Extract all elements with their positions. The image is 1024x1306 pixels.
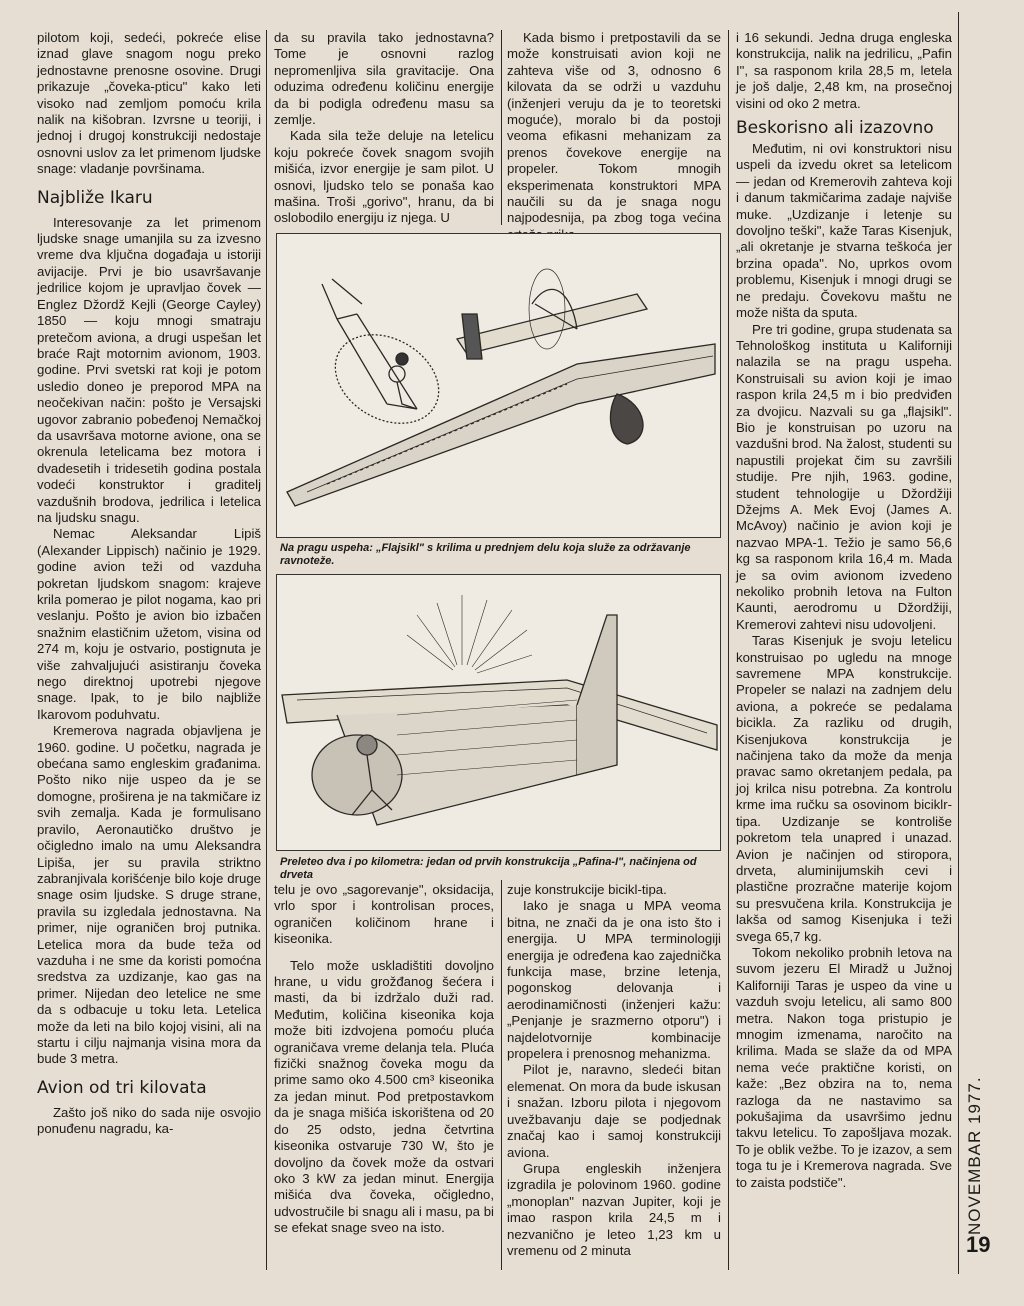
- col1-paragraph: Interesovanje za let primenom ljudske snage umanjila su za izvesno vreme dva ključna događaja u istoriji avijacije. Prvi je bio usavršavanje jedrilice kojom je upravljao čovek — Englez Džordž Kejli (George Cayley) 1850 — koju mnogi smatraju pretečom aviona, a drugi uspešan let braće Rajt motornim avionom, 1903. godine. Prvi svetski rat koji je potom usledio doneo je preporod MPA na neočekivan način: pošto je Versajski ugovor zabranio pobeđenoj Nemačkoj da usavršava motorne avione, ona se okrenula letelicama bez motora i dvadesetih i tridesetih godina postala vodeći konstruktor i graditelj vazdušnih brodova, jedrilica i letelica na ljudsku snagu.: [37, 214, 261, 525]
- col2-paragraph: Telo može uskladištiti dovoljno hrane, u vidu grožđanog šećera i masti, da bi izdržalo duži rad. Međutim, količina kiseonika koja može biti izdvojena pomoću pluća ograničava vreme delanja tela. Pluća fizički snažnog čoveka mogu da prime samo oko 4.500 cm³ kiseonika za jedan minut. Pod pretpostavkom da je snaga mišića iskorištena od 20 do 25 odsto, jedna četvrtina kiseonika ostvaruje 730 W, što je dovoljno da čovek može da ostvari oko 3 kW za jedan minut. Energija mišića dva čoveka, očigledno, udvostručile bi snagu ali i masu, pa bi se efekat snage sveo na isto.: [274, 957, 494, 1236]
- figure-pafin: [276, 574, 721, 851]
- col1-paragraph: Kremerova nagrada objavljena je 1960. godine. U početku, nagrada je obećana samo engleskim građanima. Pošto niko nije uspeo da je se domogne, proširena je na takmičare iz svih zemalja. Kada je formulisano pravilo, Aeronautičko društvo je očigledno imalo na umu Aleksandra Lipiša, jer su pravila striktno zabranjivala korišćenje bilo koje druge snage osim ljudske. S druge strane, pravila su izgledala jednostavna. Na primer, nije ograničen broj putnika. Letelica mora da bude teža od vazduha i ne sme da koristi pomoćna sredstva za uzdizanje, kao gas na primer. Nijedan deo letelice ne sme da s odbacuje u toku leta. Letelica može da leti na bilo kojoj visini, ali na startu i cilju najmanja visina mora da bude 3 metra.: [37, 723, 261, 1067]
- col1-paragraph: pilotom koji, sedeći, pokreće elise iznad glave snagom nogu preko jednostavne prenosne osovine. Drugi prikazuje „čoveka-pticu" kako leti visoko nad zemljom pomoću krila nalik na kišobran. Izvrsne u teoriji, i jednoj i drugoj konstrukciji nedostaje osnovni uslov za let primenom ljudske snage: vladanje površinama.: [37, 30, 261, 177]
- column-rule: [266, 30, 267, 1270]
- col2-paragraph: da su pravila tako jednostavna? Tome je osnovni razlog nepromenljiva sila gravitacije. Ona oduzima određenu količinu energije da bi podigla određenu masu sa zemlje.: [274, 30, 494, 128]
- column-3-top: [507, 30, 721, 243]
- flajsikl-illustration: [277, 234, 720, 537]
- figure-caption: Na pragu uspeha: „Flajsikl" s krilima u prednjem delu koja služe za održavanje ravnoteže.: [280, 542, 691, 567]
- column-1: [37, 30, 261, 1138]
- col4-paragraph: Međutim, ni ovi konstruktori nisu uspeli da izvedu okret sa letelicom — jedan od Kremerovih zahteva koji i danum takmičarima zadaje najviše muke. „Uzdizanje i letenje su dovoljno teški", kaže Taras Kisenjuk, „ali okretanje je stvarna teškoća jer brzina opada". No, uprkos ovom problemu, Kisenjuk i mnogi drugi se ne predaju. Čovekovu maštu ne može ništa da sputa.: [736, 141, 952, 321]
- section-heading: Beskorisno ali izazovno: [736, 118, 934, 139]
- figure-flajsikl: [276, 233, 721, 538]
- col3-paragraph: Grupa engleskih inženjera izgradila je polovinom 1960. godine „monoplan" nazvan Jupiter, koji je imao raspon krila 24,5 m i nezvanično je leteo 1,23 km u vremenu od 2 minuta: [507, 1160, 721, 1258]
- col4-paragraph: i 16 sekundi. Jedna druga engleska konstrukcija, nalik na jedrilicu, „Pafin I", sa rasponom krila 28,5 m, letela je još dalje, 2,48 km, na prosečnoj visini od oko 2 metra.: [736, 30, 952, 111]
- col3-paragraph: Kada bismo i pretpostavili da se može konstruisati avion koji ne zahteva više od 3, odnosno 6 kilovata da se održi u vazduhu (inženjeri veruju da je to teoretski moguće), moralo bi da postoji veoma efikasni mehanizam za prenos čovekove energije na propeler. Tokom mnogih eksperimenata konstruktori MPA naučili su da je snaga nogu najpodesnija, pa zbog toga većina: [507, 30, 721, 226]
- col3-paragraph: Pilot je, naravno, sledeći bitan elemenat. On mora da bude iskusan i snažan. Izboru pilota i njegovom uvežbavanju daje se podjednak značaj kao i samoj konstrukciji aviona.: [507, 1062, 721, 1160]
- column-4: [736, 30, 952, 1191]
- col3-paragraph: zuje konstrukcije bicikl-tipa.: [507, 882, 667, 897]
- column-3-bottom: [507, 882, 721, 1259]
- col1-paragraph: Zašto još niko do sada nije osvojio ponuđenu nagradu, ka-: [37, 1104, 261, 1137]
- issue-date: NOVEMBAR 1977.: [965, 1076, 984, 1235]
- col4-paragraph: Tokom nekoliko probnih letova na suvom jezeru El Miradž u Južnoj Kaliforniji Taras je uspeo da vine u vazduh svoju letelicu, ali samo 800 metra. Nakon toga pristupio je mnogim izmenama, naročito na krilima. Mada se slaže da od MPA nema veće praktične koristi, on kaže: „Bez obzira na to, nema razloga da ne nastavimo sa pokušajima da usavršimo jednu takvu letelicu. To zapošljava mozak. To je oblik vežbe. To je izazov, a sem toga tu je i Kremerova nagrada. Sve to zaista podstiče".: [736, 944, 952, 1190]
- pafin-illustration: [277, 575, 720, 850]
- column-rule: [501, 30, 502, 225]
- col4-paragraph: Taras Kisenjuk je svoju letelicu konstruisao po ugledu na mnoge savremene MPA konstrukcije. Propeler se nalazi na zadnjem delu aviona, a pokreće se pedalama bicikla. Za razliku od drugih, Kisenjukova konstrukcija je načinjena tako da može da menja pravac samo okretanjem pedala, pa joj krilca nisu potrebna. Za kontrolu krme ima ručku sa osovinom biciklr-tipa. Uzdizanje se kontroliše pokretom tela unapred i unazad. Avion je načinjen od stiropora, drveta, aluminijumskih cevi i plastične prozračne materije kojom su presvučena krila. Konstrukcija je lakša od samog Kisenjuka i teži svega 65,7 kg.: [736, 633, 952, 944]
- col4-paragraph: Pre tri godine, grupa studenata sa Tehnološkog instituta u Kaliforniji nalazila se na pragu uspeha. Konstruisali su avion koji je imao raspon krila 24,5 m i bio predviđen za dvojicu. Nazvali su ga „flajsikl". Bio je konstruisan po uzoru na vazdušni brod. Na žalost, studenti su napustili projekat čim su završili studije. Pre njih, 1963. godine, student tehnologije u Džordžiji Džejms A. Mek Evoj (James A. McAvoy) načinio je avion koji je nazvao MPA-1. Težio je samo 56,6 kg sa rasponom krila 16,4 m. Mada je sa ovim avionom izvedeno nekoliko probnih letova na Fulton Kaunti, aerodromu u Džordžiji, Kremerovi zahtevi nisu udovoljeni.: [736, 321, 952, 632]
- section-heading: Avion od tri kilovata: [37, 1077, 207, 1098]
- column-rule: [501, 880, 502, 1270]
- column-2-bottom: [274, 882, 494, 1237]
- figure-caption: Preleteo dva i po kilometra: jedan od prvih konstrukcija „Pafina-I", načinjena od drveta: [280, 856, 697, 881]
- col2-paragraph: Kada sila teže deluje na letelicu koju pokreće čovek snagom svojih mišića, izvor energije je sam pilot. U osnovi, ljudsko telo se ponaša kao mašina. Troši „gorivo", hranu, da bi oslobodilo energiju iz njega. U: [274, 128, 494, 226]
- column-rule: [728, 30, 729, 1270]
- col1-paragraph: Nemac Aleksandar Lipiš (Alexander Lippisch) načinio je 1929. godine avion teži od vazduha pokretan ljudskom snagom: krajeve krila pomerao je pilot nogama, kao pri veslanju. Pošto je avion bio izbačen snažnim elastičnim užetom, visina od 274 m, koju je ostvario, postignuta je više zahvaljujući asistiranju čoveka nego direktnoj upotrebi njegove snage. Ipak, to je bilo najbliže Ikarovom poduhvatu.: [37, 526, 261, 722]
- column-2-top: [274, 30, 494, 227]
- col2-paragraph: telu je ovo „sagorevanje", oksidacija, vrlo spor i kontrolisan proces, ograničen količinom hrane i kiseonika.: [274, 882, 494, 947]
- page-number: 19: [966, 1232, 991, 1257]
- section-heading: Najbliže Ikaru: [37, 187, 153, 208]
- margin-rule: [958, 12, 959, 1274]
- col3-paragraph: Iako je snaga u MPA veoma bitna, ne znači da je ona isto što i energija. U MPA terminologiji energija je određena kao zajednička funkcija mase, brzine letenja, pogonskog delovanja i aerodinamičnosti (inženjeri kažu: „Penjanje je srazmerno otporu") i najdelotvornije kombinacije propelera i prenosnog mehanizma.: [507, 898, 721, 1062]
